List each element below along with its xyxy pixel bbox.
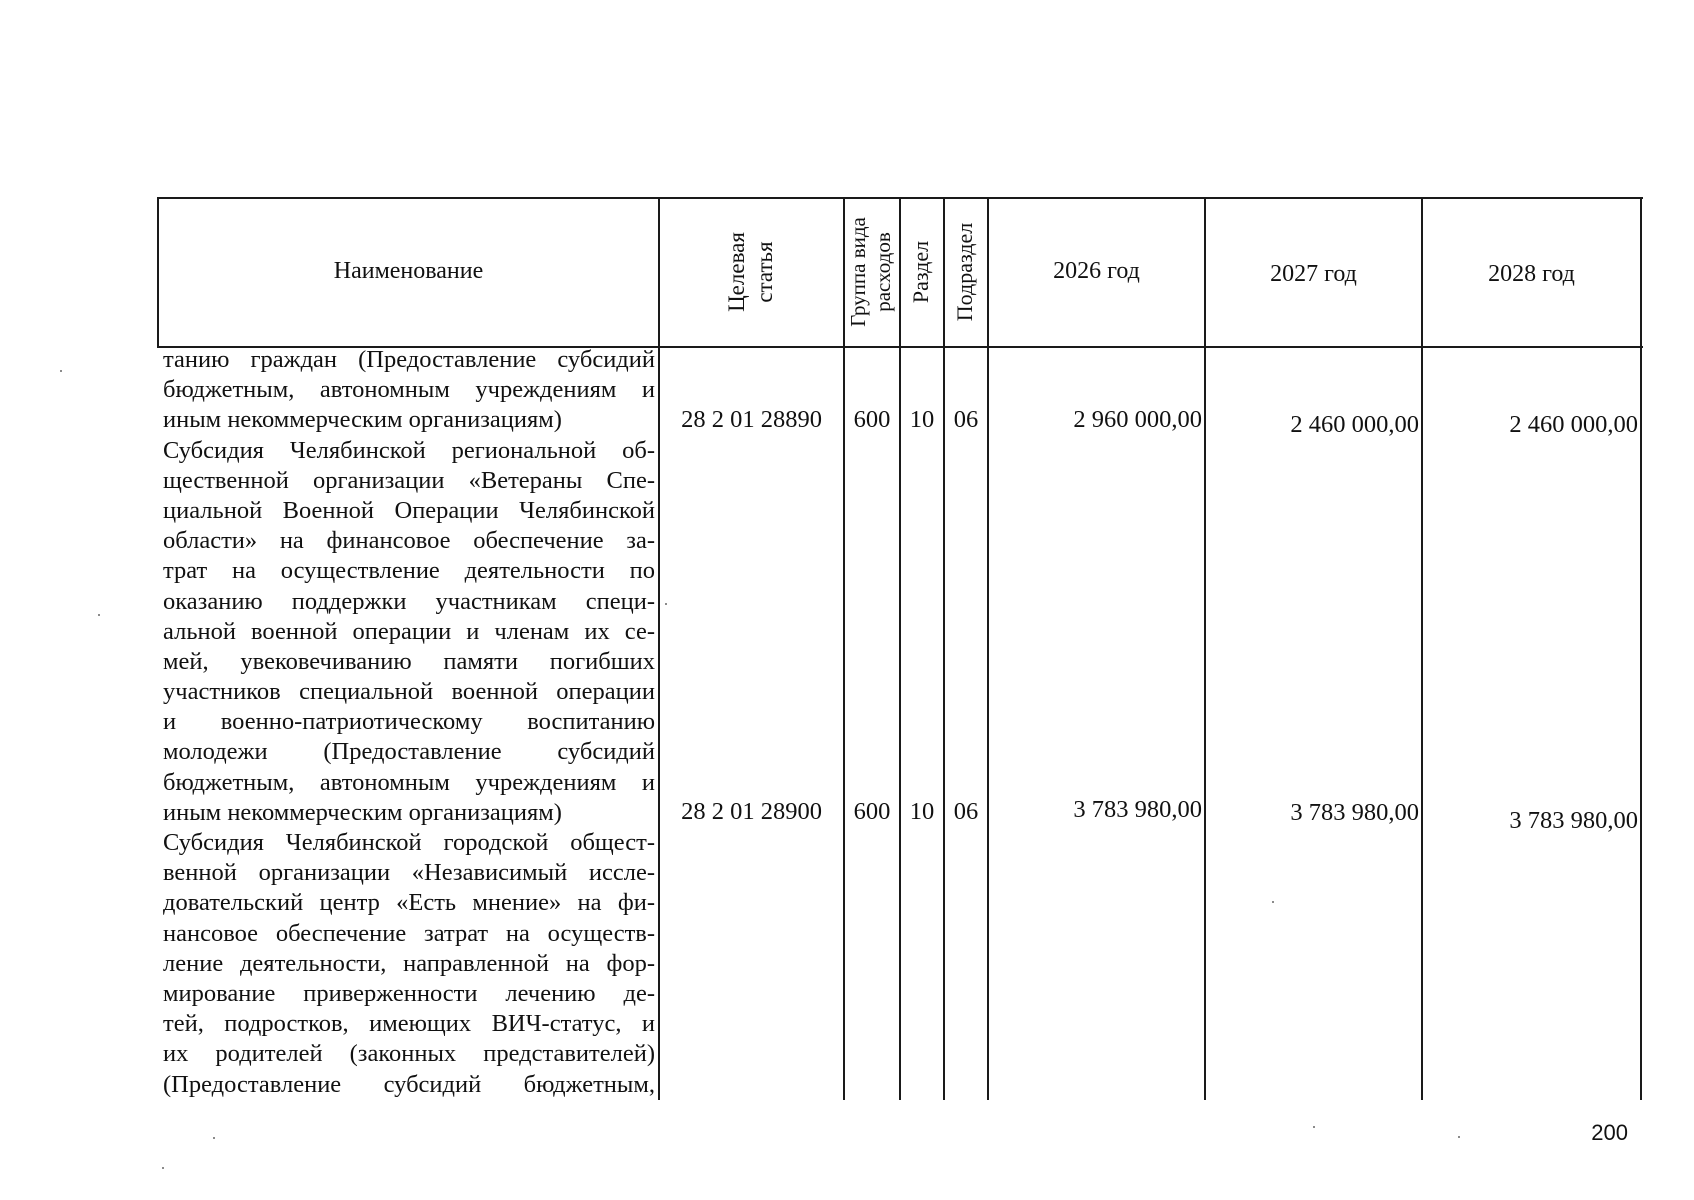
description-line: трат на осуществление деятельности по xyxy=(163,557,655,585)
description-line: молодежи (Предоставление субсидий xyxy=(163,738,655,766)
description-line: бюджетным, автономным учреждениям и xyxy=(163,376,655,404)
table-left-border xyxy=(157,197,159,347)
description-line: Субсидия Челябинской региональной об- xyxy=(163,436,655,464)
year-2027-value: 2 460 000,00 xyxy=(1290,411,1419,438)
column-divider xyxy=(899,197,901,1100)
subsection-cell: 06 xyxy=(953,406,979,433)
header-year-2028: 2028 год xyxy=(1488,261,1575,287)
header-target-article-line2: статья xyxy=(752,241,777,303)
section-cell: 10 xyxy=(909,406,935,433)
page-number: 200 xyxy=(1591,1120,1628,1145)
description-line: ление деятельности, направленной на фор- xyxy=(163,949,655,977)
description-line: (Предоставление субсидий бюджетным, xyxy=(163,1070,655,1098)
header-year-2027: 2027 год xyxy=(1270,261,1357,287)
target-article-cell: 28 2 01 28900 xyxy=(681,798,822,825)
description-line: танию граждан (Предоставление субсидий xyxy=(163,346,655,373)
header-target-article xyxy=(723,232,779,312)
expense-group-cell: 600 xyxy=(853,406,891,433)
description-line: оказанию поддержки участникам специ- xyxy=(163,587,655,615)
scan-speck xyxy=(60,370,62,372)
column-divider xyxy=(987,197,989,1100)
description-line: щественной организации «Ветераны Спе- xyxy=(163,466,655,494)
subsection-cell: 06 xyxy=(953,798,979,825)
column-divider xyxy=(658,197,660,1100)
scan-speck xyxy=(1313,1126,1315,1128)
year-2026-value: 3 783 980,00 xyxy=(1073,796,1202,823)
description-line: иным некоммерческим организациям) xyxy=(163,798,562,826)
header-expense-group xyxy=(846,217,896,327)
description-line: циальной Военной Операции Челябинской xyxy=(163,496,655,524)
year-2028-value: 2 460 000,00 xyxy=(1509,411,1638,438)
header-year-2026: 2026 год xyxy=(1053,258,1140,284)
description-text xyxy=(163,345,655,1100)
year-2026-value: 2 960 000,00 xyxy=(1073,406,1202,433)
description-line: их родителей (законных представителей) xyxy=(163,1040,655,1068)
year-2028-value: 3 783 980,00 xyxy=(1509,807,1638,834)
description-line: области» на финансовое обеспечение за- xyxy=(163,527,655,555)
scan-speck xyxy=(98,614,100,616)
description-line: мирование приверженности лечению де- xyxy=(163,979,655,1007)
scan-speck xyxy=(162,1167,164,1169)
section-cell: 10 xyxy=(909,798,935,825)
header-expense-group-line1: Группа вида xyxy=(846,217,870,327)
table-right-border xyxy=(1640,197,1642,1100)
description-line: участников специальной военной операции xyxy=(163,678,655,706)
target-article-cell: 28 2 01 28890 xyxy=(681,406,822,433)
scan-speck xyxy=(213,1137,215,1139)
column-divider xyxy=(943,197,945,1100)
column-divider xyxy=(843,197,845,1100)
description-line: тей, подростков, имеющих ВИЧ-статус, и xyxy=(163,1010,655,1038)
description-line: венной организации «Независимый иссле- xyxy=(163,859,655,887)
header-section: Раздел xyxy=(908,240,933,304)
header-expense-group-line2: расходов xyxy=(871,232,895,312)
description-line: довательский центр «Есть мнение» на фи- xyxy=(163,889,655,917)
header-name: Наименование xyxy=(333,258,484,284)
description-line: альной военной операции и членам их се- xyxy=(163,617,655,645)
description-line: и военно-патриотическому воспитанию xyxy=(163,708,655,736)
scan-speck xyxy=(1272,901,1274,903)
header-subsection: Подраздел xyxy=(952,222,977,322)
scan-speck xyxy=(1458,1136,1460,1138)
column-divider xyxy=(1421,197,1423,1100)
description-line: Субсидия Челябинской городской общест- xyxy=(163,829,655,856)
column-divider xyxy=(1204,197,1206,1100)
description-line: бюджетным, автономным учреждениям и xyxy=(163,768,655,796)
description-line: мей, увековечиванию памяти погибших xyxy=(163,647,655,675)
description-line: нансовое обеспечение затрат на осуществ- xyxy=(163,919,655,947)
scan-speck xyxy=(665,603,667,605)
expense-group-cell: 600 xyxy=(853,798,891,825)
description-line: иным некоммерческим организациям) xyxy=(163,406,562,434)
year-2027-value: 3 783 980,00 xyxy=(1290,799,1419,826)
header-target-article-line1: Целевая xyxy=(724,232,749,312)
